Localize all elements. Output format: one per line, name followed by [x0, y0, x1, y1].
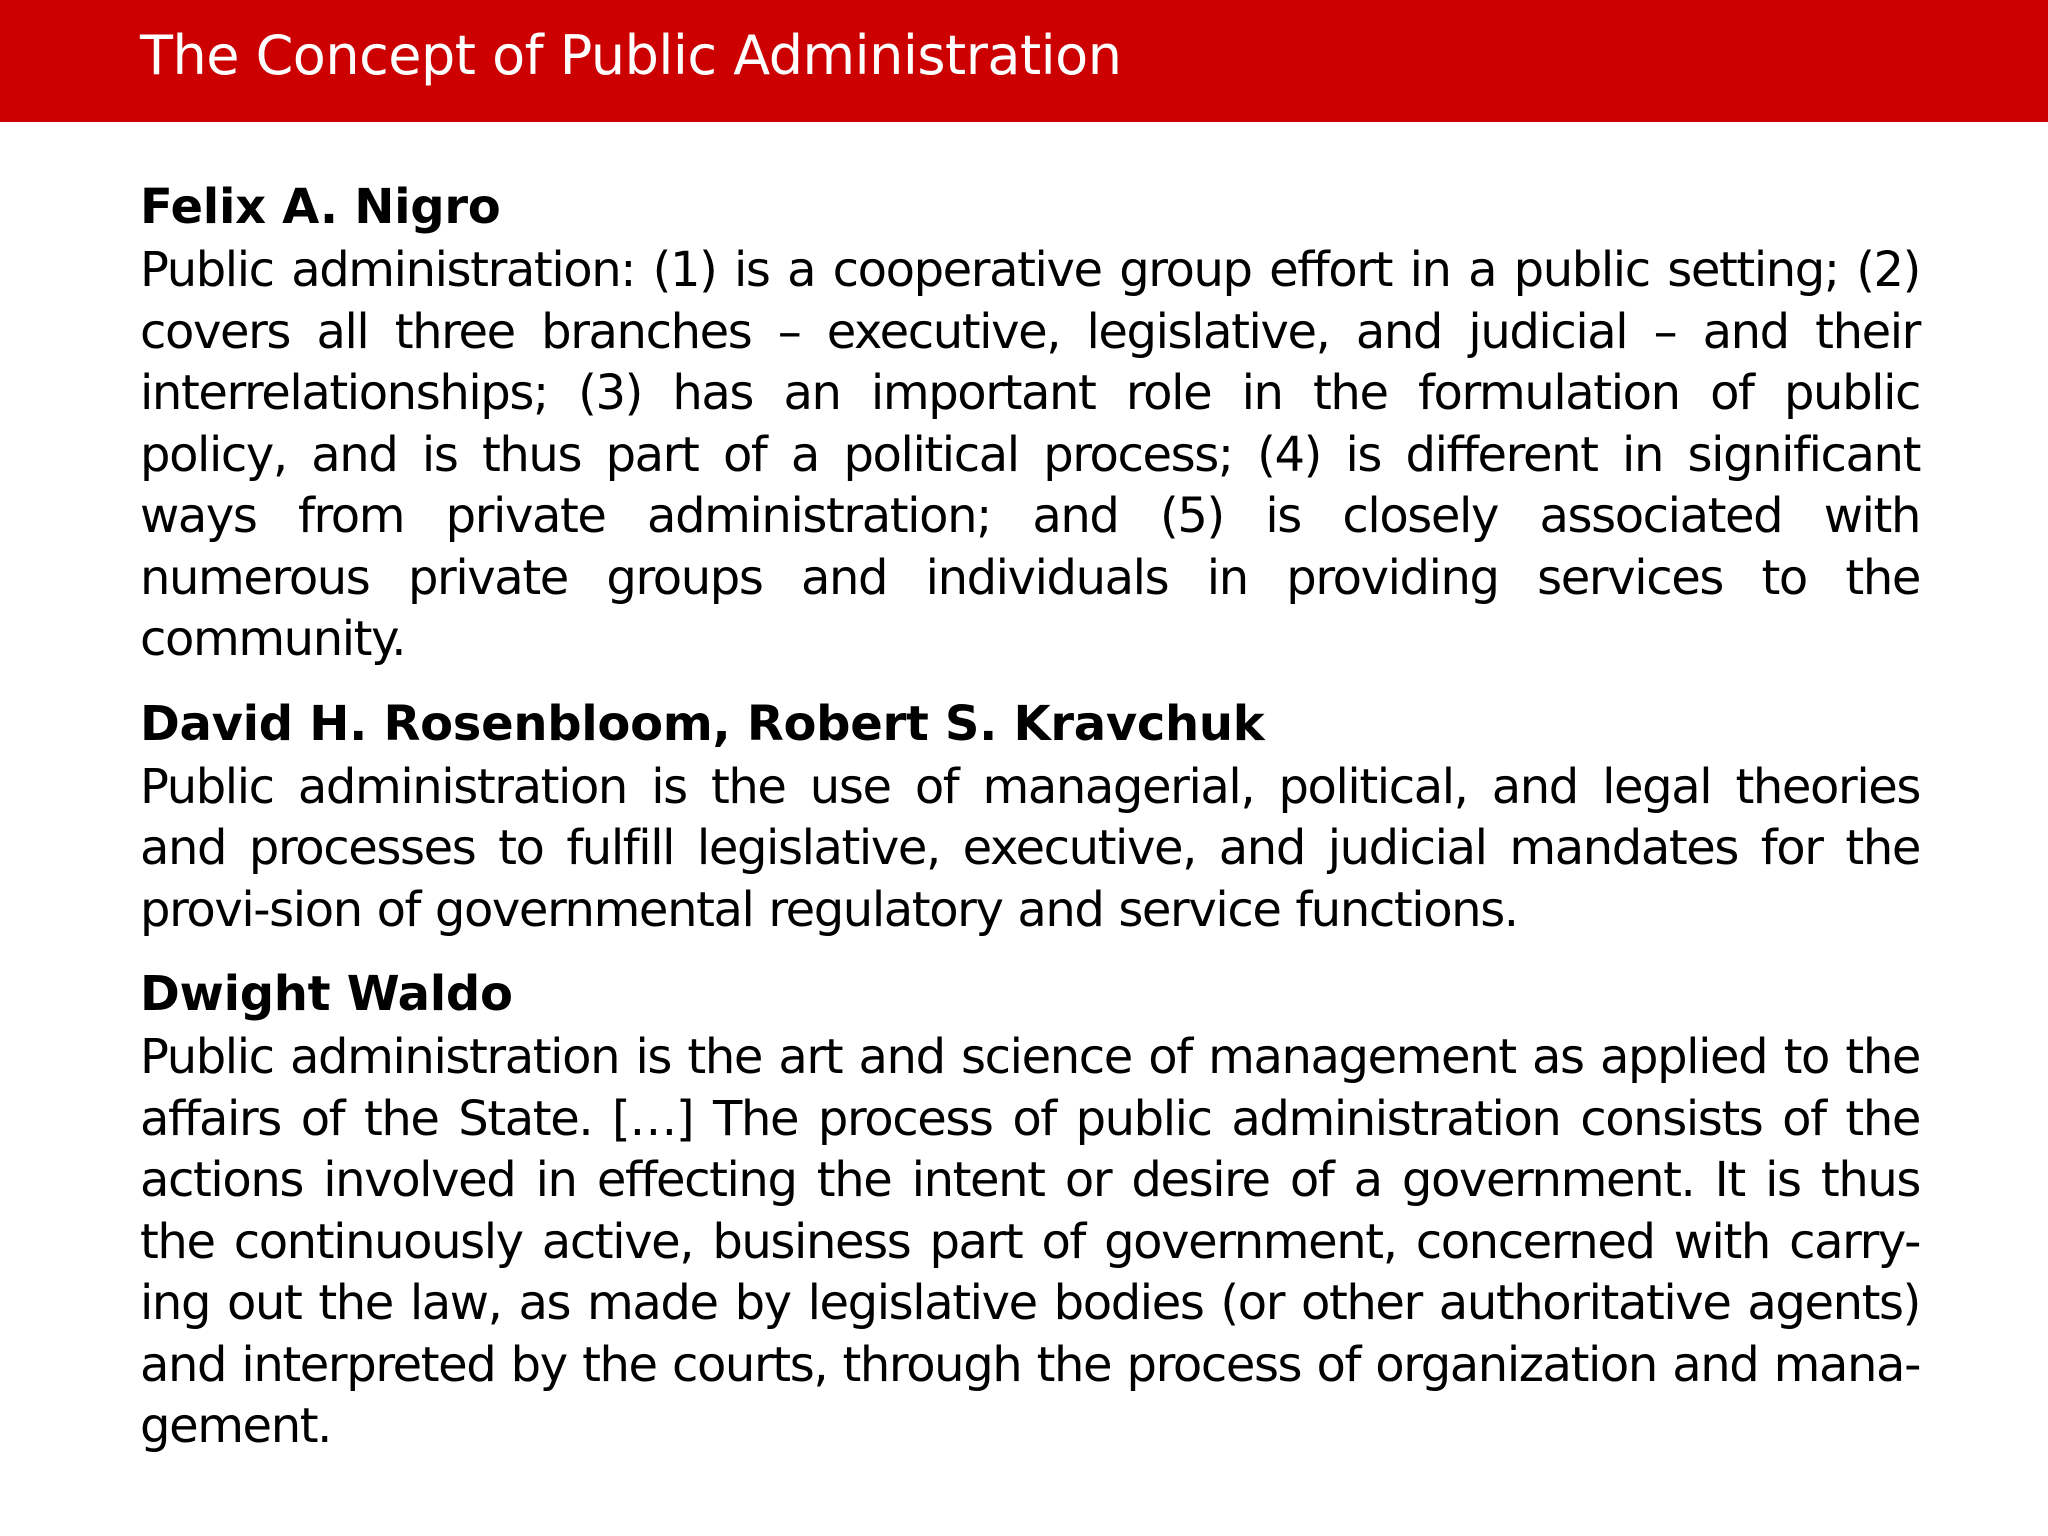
definition-text: Public administration is the use of managerial, political, and legal theories and processes to fulfill legislative, executive, and judicial mandates for the provi-sion of governmental regulatory and service functions.: [140, 758, 1920, 938]
title-bar: [0, 0, 2048, 122]
definition-section-rosenbloom-kravchuk: [140, 693, 1920, 942]
definition-text: Public administration is the art and science of management as applied to the affairs of the State. […] The process of public administration consists of the actions involved in effecting the intent or desire of a government. It is thus the continuously active, business part of government, concerned with carry-ing out the law, as made by legislative bodies (or other authoritative agents) and interpreted by the courts, through the process of organization and mana-gement.: [140, 1029, 1920, 1454]
definition-section-nigro: [140, 176, 1920, 671]
author-heading: Dwight Waldo: [140, 966, 513, 1022]
definition-text: Public administration: (1) is a cooperative group effort in a public setting; (2) covers all three branches – executive, legislative, and judicial – and their interrelationships; (3) has an important role in the formulation of public policy, and is thus part of a political process; (4) is different in significant ways from private administration; and (5) is closely associated with numerous private groups and individuals in providing services to the community.: [140, 242, 1920, 667]
slide-content: [140, 176, 1920, 1480]
author-heading: David H. Rosenbloom, Robert S. Kravchuk: [140, 695, 1265, 752]
definition-section-waldo: [140, 963, 1920, 1458]
author-heading: Felix A. Nigro: [140, 179, 501, 235]
page-title: The Concept of Public Administration: [140, 24, 1122, 87]
